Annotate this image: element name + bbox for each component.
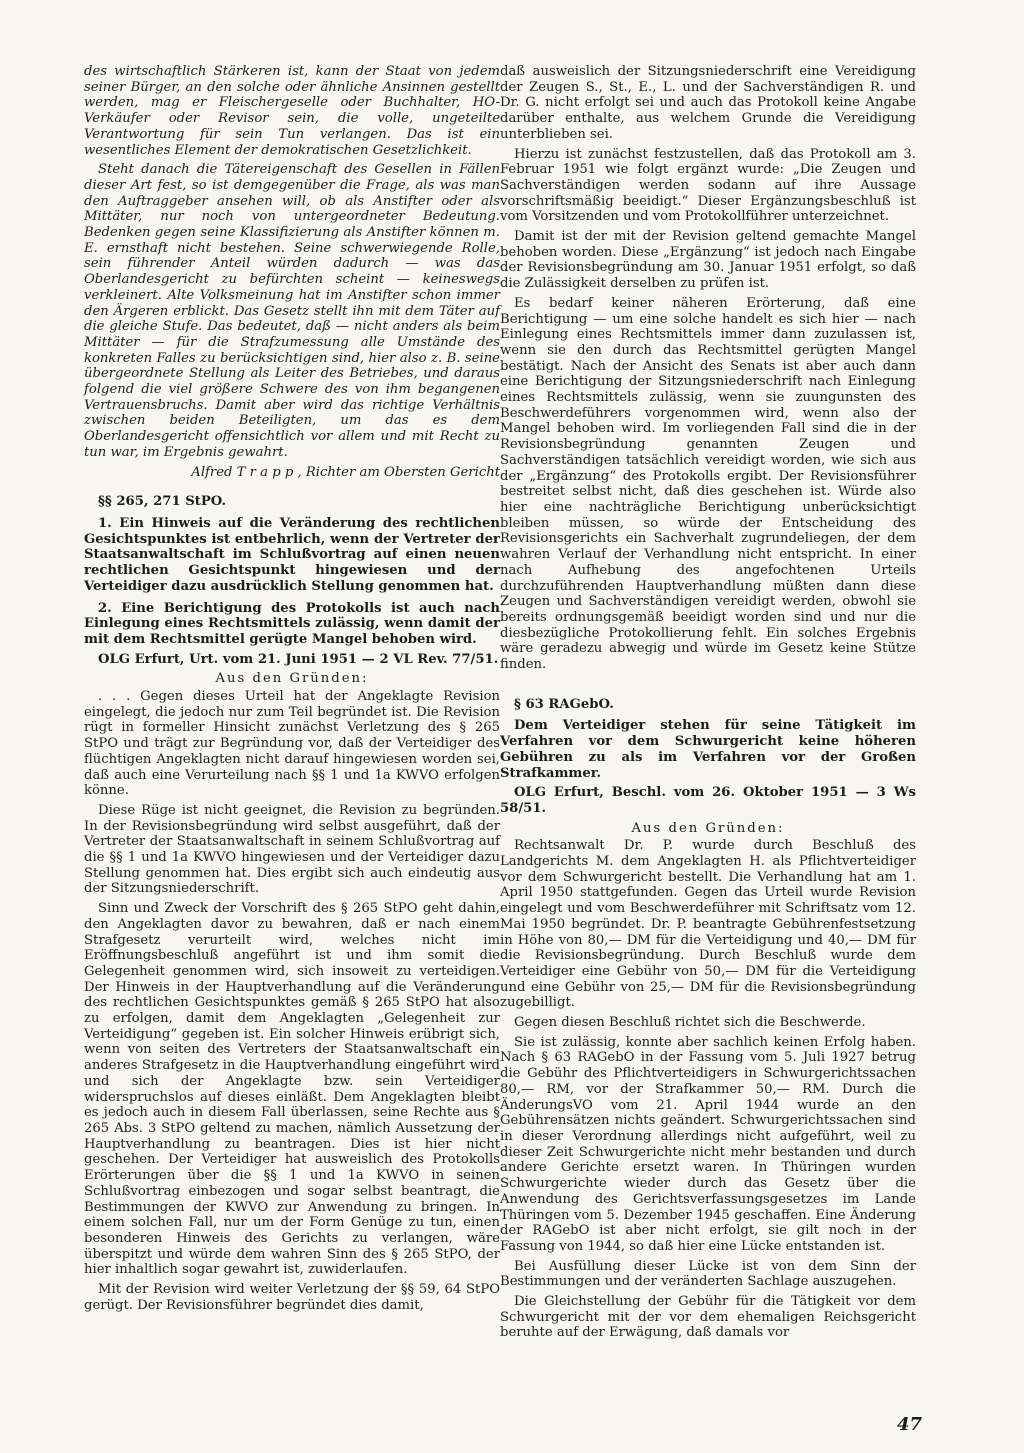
left-paragraph-3: . . . Gegen dieses Urteil hat der Angeklagte Revision eingelegt, die jedoch nur zum Teil begründet ist. Die Revision rügt in formeller Hinsicht zunächst Verletzung des § 265 StPO und trägt zur Begründung vor, daß der Verteidiger des flüchtigen Angeklagten nicht darauf hingewiesen worden sei, daß auch eine Verurteilung nach §§ 1 und 1a KWVO erfolgen könne.	[84, 689, 500, 799]
section-heading-63: § 63 RAGebO.	[514, 696, 614, 712]
reasons-heading-1: Aus den Gründen:	[215, 671, 369, 687]
right-paragraph-9: Die Gleichstellung der Gebühr für die Tätigkeit vor dem Schwurgericht mit der vor dem ehemaligen Reichsgericht beruhte auf der Erwägung, daß damals vor	[500, 1294, 916, 1341]
page-number: 47	[896, 1414, 922, 1435]
left-column	[84, 64, 500, 1317]
left-paragraph-1: des wirtschaftlich Stärkeren ist, kann der Staat von jedem seiner Bürger, an den solche oder ähnliche Ansinnen gestellt werden, mag er Fleischergeselle oder Buchhalter, HO-Verkäufer oder Revisor sein, die volle, ungeteilte Verantwortung für sein Tun verlangen. Das ist ein wesentliches Element der demokratischen Gesetzlichkeit.	[84, 64, 500, 158]
right-paragraph-1: daß ausweislich der Sitzungsniederschrift eine Vereidigung der Zeugen S., St., E., L. und der Sachverständigen R. und Dr. G. nicht erfolgt sei und auch das Protokoll keine Angabe darüber enthalte, aus welchem Grunde die Vereidigung unterblieben sei.	[500, 64, 916, 142]
left-paragraph-5: Sinn und Zweck der Vorschrift des § 265 StPO geht dahin, den Angeklagten davor zu bewahren, daß er nach einem Strafgesetz verurteilt wird, welches nicht im Eröffnungsbeschluß angeführt ist und ihm somit die Gelegenheit genommen wird, sich insoweit zu verteidigen. Der Hinweis in der Hauptverhandlung auf die Veränderung des rechtlichen Gesichtspunktes gemäß § 265 StPO hat also zu erfolgen, damit dem Angeklagten „Gelegenheit zur Verteidigung“ gegeben ist. Ein solcher Hinweis erübrigt sich, wenn von seiten des Vertreters der Staatsanwaltschaft ein anderes Strafgesetz in die Hauptverhandlung eingeführt wird und sich der Angeklagte bzw. sein Verteidiger widerspruchslos auf dieses einläßt. Dem Angeklagten bleibt es jedoch auch in diesem Fall überlassen, seine Rechte aus § 265 Abs. 3 StPO geltend zu machen, nämlich Aussetzung der Hauptverhandlung zu beantragen. Dies ist hier nicht geschehen. Der Verteidiger hat ausweislich des Protokolls Erörterungen über die §§ 1 und 1a KWVO in seinen Schlußvortrag einbezogen und sogar selbst beantragt, die Bestimmungen der KWVO zur Anwendung zu bringen. In einem solchen Fall, nur um der Form Genüge zu tun, einen besonderen Hinweis des Gerichts zu verlangen, wäre überspitzt und würde dem wahren Sinn des § 265 StPO, der hier inhaltlich sogar gewahrt ist, zuwiderlaufen.	[84, 901, 500, 1278]
reasons-heading-2: Aus den Gründen:	[631, 820, 785, 836]
left-paragraph-2: Steht danach die Tätereigenschaft des Gesellen in Fällen dieser Art fest, so ist demgegenüber die Frage, als was man den Auftraggeber ansehen will, ob als Anstifter oder als Mittäter, nur noch von untergeordneter Bedeutung. Bedenken gegen seine Klassifizierung als Anstifter können m. E. ernsthaft nicht bestehen. Seine schwerwiegende Rolle, sein führender Anteil würden dadurch — was das Oberlandesgericht zu befürchten scheint — keineswegs verkleinert. Alte Volksmeinung hat im Anstifter schon immer den Ärgeren erblickt. Das Gesetz stellt ihn mit dem Täter auf die gleiche Stufe. Das bedeutet, daß — nicht anders als beim Mittäter — für die Strafzumessung alle Umstände des konkreten Falles zu berücksichtigen sind, hier also z. B. seine übergeordnete Stellung als Leiter des Betriebes, und daraus folgend die viel größere Schwere des von ihm begangenen Vertrauensbruchs. Damit aber wird das richtige Verhältnis zwischen beiden Beteiligten, um das es dem Oberlandesgericht offensichtlich vor allem und mit Recht zu tun war, im Ergebnis gewahrt.	[84, 162, 500, 460]
right-paragraph-3: Damit ist der mit der Revision geltend gemachte Mangel behoben worden. Diese „Ergänzung“ ist jedoch nach Eingabe der Revisionsbegründung am 30. Januar 1951 erfolgt, so daß die Zulässigkeit derselben zu prüfen ist.	[500, 229, 916, 292]
headnote-1: 1. Ein Hinweis auf die Veränderung des rechtlichen Gesichtspunktes ist entbehrlich, wenn der Vertreter der Staatsanwaltschaft im Schlußvortrag auf einen neuen rechtlichen Gesichtspunkt hingewiesen und der Verteidiger dazu ausdrücklich Stellung genommen hat.	[84, 515, 500, 594]
section-heading-265: §§ 265, 271 StPO.	[98, 494, 227, 510]
court-citation-1: OLG Erfurt, Urt. vom 21. Juni 1951 — 2 VL Rev. 77/51.	[98, 651, 499, 667]
left-paragraph-4: Diese Rüge ist nicht geeignet, die Revision zu begründen. In der Revisionsbegründung wird selbst ausgeführt, daß der Vertreter der Staatsanwaltschaft in seinem Schlußvortrag auf die §§ 1 und 1a KWVO hingewiesen und der Verteidiger dazu Stellung genommen hat. Dies ergibt sich auch eindeutig aus der Sitzungsniederschrift.	[84, 802, 500, 897]
headnote-2: 2. Eine Berichtigung des Protokolls ist auch nach Einlegung eines Rechtsmittels zulässig, wenn damit der mit dem Rechtsmittel gerügte Mangel behoben wird.	[84, 600, 500, 647]
right-paragraph-7: Sie ist zulässig, konnte aber sachlich keinen Erfolg haben. Nach § 63 RAGebO in der Fassung vom 5. Juli 1927 betrug die Gebühr des Pflichtverteidigers in Schwurgerichtssachen 80,— RM, vor der Strafkammer 50,— RM. Durch die ÄnderungsVO vom 21. April 1944 wurde an den Gebührensätzen nichts geändert. Schwurgerichtssachen sind in dieser Verordnung allerdings nicht aufgeführt, weil zu dieser Zeit Schwurgerichte nicht mehr bestanden und durch andere Gerichte ersetzt waren. In Thüringen wurden Schwurgerichte wieder durch das Gesetz über die Anwendung des Gerichtsverfassungsgesetzes im Lande Thüringen vom 5. Dezember 1945 geschaffen. Eine Änderung der RAGebO ist aber nicht erfolgt, sie gilt noch in der Fassung von 1944, so daß hier eine Lücke entstanden ist.	[500, 1034, 916, 1254]
left-paragraph-6: Mit der Revision wird weiter Verletzung der §§ 59, 64 StPO gerügt. Der Revisionsführer begründet dies damit,	[84, 1282, 500, 1313]
author-signature: Alfred T r a p p , Richter am Obersten Gericht	[191, 464, 500, 480]
right-paragraph-2: Hierzu ist zunächst festzustellen, daß das Protokoll am 3. Februar 1951 wie folgt ergänzt wurde: „Die Zeugen und Sachverständigen werden sodann auf ihre Aussage vorschriftsmäßig beeidigt.“ Dieser Ergänzungsbeschluß ist vom Vorsitzenden und vom Protokollführer unterzeichnet.	[500, 146, 916, 225]
right-column	[500, 64, 916, 1345]
right-paragraph-4: Es bedarf keiner näheren Erörterung, daß eine Berichtigung — um eine solche handelt es sich hier — nach Einlegung eines Rechtsmittels immer dann zuzulassen ist, wenn sie den durch das Rechtsmittel gerügten Mangel bestätigt. Nach der Ansicht des Senats ist aber auch dann eine Berichtigung der Sitzungsniederschrift nach Einlegung eines Rechtsmittels zulässig, wenn sie zuungunsten des Beschwerdeführers vorgenommen wird, wenn also der Mangel behoben wird. Im vorliegenden Fall sind die in der Revisionsbegründung genannten Zeugen und Sachverständigen tatsächlich vereidigt worden, wie sich aus der „Ergänzung“ des Protokolls ergibt. Der Revisionsführer bestreitet selbst nicht, daß dies geschehen ist. Würde also hier eine nachträgliche Berichtigung unberücksichtigt bleiben müssen, so würde der Entscheidung des Revisionsgerichts ein Sachverhalt zugrundeliegen, der dem wahren Verlauf der Verhandlung nicht entspricht. In einer nach Aufhebung des angefochtenen Urteils durchzuführenden Hauptverhandlung müßten dann diese Zeugen und Sachverständigen vereidigt werden, obwohl sie bereits ordnungsgemäß beeidigt worden sind und nur die diesbezügliche Protokollierung fehlt. Ein solches Ergebnis wäre geradezu abwegig und würde im Gesetz keine Stütze finden.	[500, 295, 916, 673]
right-paragraph-8: Bei Ausfüllung dieser Lücke ist von dem Sinn der Bestimmungen und der veränderten Sachlage auszugehen.	[500, 1258, 916, 1290]
court-citation-2: OLG Erfurt, Beschl. vom 26. Oktober 1951 — 3 Ws 58/51.	[500, 785, 916, 816]
right-paragraph-5: Rechtsanwalt Dr. P. wurde durch Beschluß des Landgerichts M. dem Angeklagten H. als Pflichtverteidiger vor dem Schwurgericht bestellt. Die Verhandlung hat am 1. April 1950 stattgefunden. Gegen das Urteil wurde Revision eingelegt und vom Beschwerdeführer mit Schriftsatz vom 12. Mai 1950 begründet. Dr. P. beantragte Gebührenfestsetzung in Höhe von 80,— DM für die Verteidigung und 40,— DM für die Revisionsbegründung. Durch Beschluß wurde dem Verteidiger eine Gebühr von 50,— DM für die Verteidigung und eine Gebühr von 25,— DM für die Revisionsbegründung zugebilligt.	[500, 838, 916, 1011]
right-paragraph-6: Gegen diesen Beschluß richtet sich die Beschwerde.	[514, 1015, 866, 1031]
headnote-3: Dem Verteidiger stehen für seine Tätigkeit im Verfahren vor dem Schwurgericht keine höheren Gebühren zu als im Verfahren vor der Großen Strafkammer.	[500, 718, 916, 781]
